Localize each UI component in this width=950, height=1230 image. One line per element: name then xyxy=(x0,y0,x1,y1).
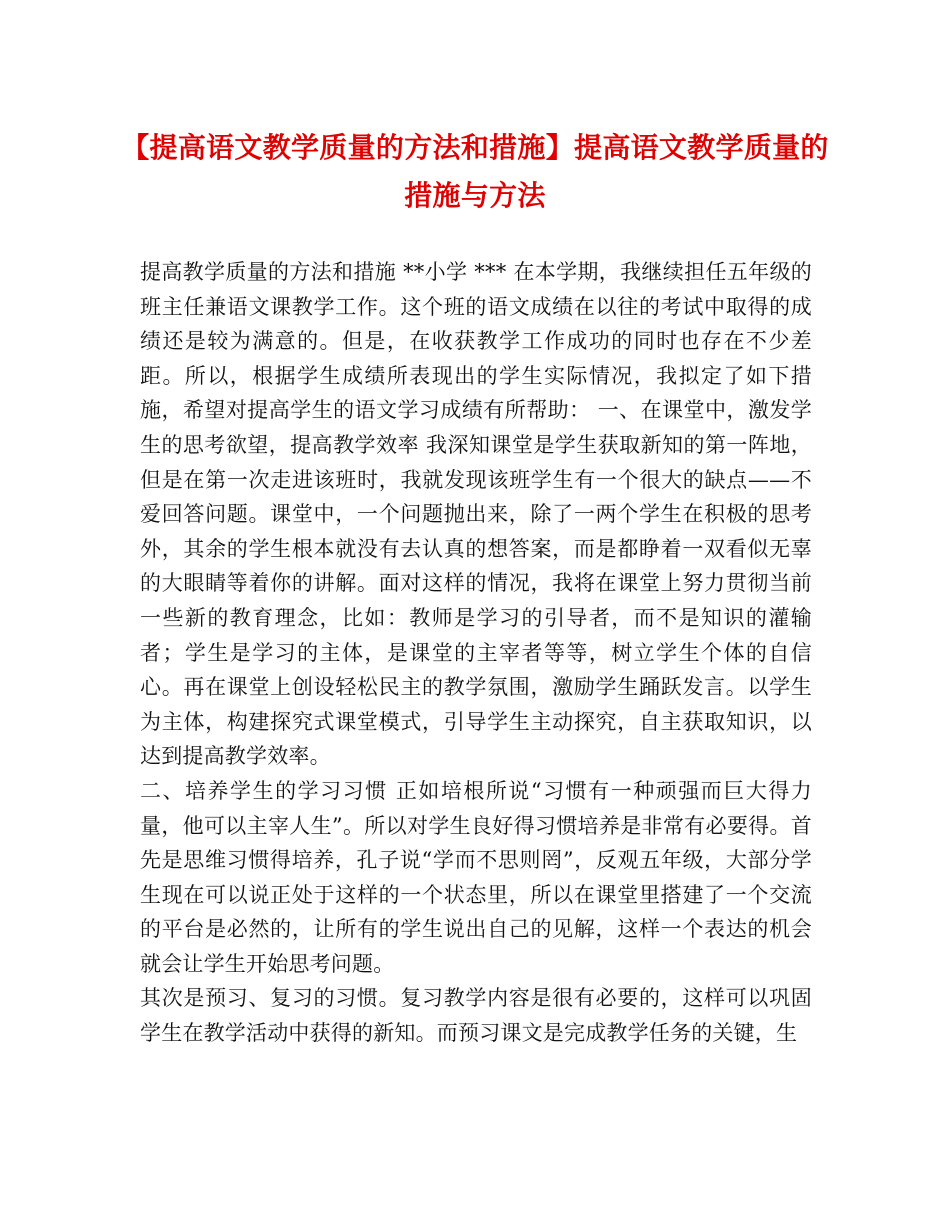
body-paragraph-1: 提高教学质量的方法和措施 **小学 *** 在本学期，我继续担任五年级的班主任兼语文课教学工作。这个班的语文成绩在以往的考试中取得的成绩还是较为满意的。但是，在收获教学工作成功的同时也存在不少差距。所以，根据学生成绩所表现出的学生实际情况，我拟定了如下措施，希望对提高学生的语文学习成绩有所帮助： 一、在课堂中，激发学生的思考欲望，提高教学效率 我深知课堂是学生获取新知的第一阵地，但是在第一次走进该班时，我就发现该班学生有一个很大的缺点——不爱回答问题。课堂中，一个问题抛出来，除了一两个学生在积极的思考外，其余的学生根本就没有去认真的想答案，而是都睁着一双看似无辜的大眼睛等着你的讲解。面对这样的情况，我将在课堂上努力贯彻当前一些新的教育理念，比如：教师是学习的引导者，而不是知识的灌输者；学生是学习的主体，是课堂的主宰者等等，树立学生个体的自信心。再在课堂上创设轻松民主的教学氛围，激励学生踊跃发言。以学生为主体，构建探究式课堂模式，引导学生主动探究，自主获取知识，以达到提高教学效率。 xyxy=(140,260,812,769)
document-title: 【提高语文教学质量的方法和措施】提高语文教学质量的措施与方法 xyxy=(121,131,829,212)
document-body xyxy=(140,255,812,1051)
body-paragraph-2: 二、培养学生的学习习惯 正如培根所说“习惯有一种顽强而巨大得力量，他可以主宰人生”。所以对学生良好得习惯培养是非常有必要得。首先是思维习惯得培养，孔子说“学而不思则罔”，反观五年级，大部分学生现在可以说正处于这样的一个状态里，所以在课堂里搭建了一个交流的平台是必然的，让所有的学生说出自己的见解，这样一个表达的机会就会让学生开始思考问题。 xyxy=(140,778,812,976)
body-paragraph-3: 其次是预习、复习的习惯。复习教学内容是很有必要的，这样可以巩固学生在教学活动中获得的新知。而预习课文是完成教学任务的关键，生 xyxy=(140,986,812,1046)
